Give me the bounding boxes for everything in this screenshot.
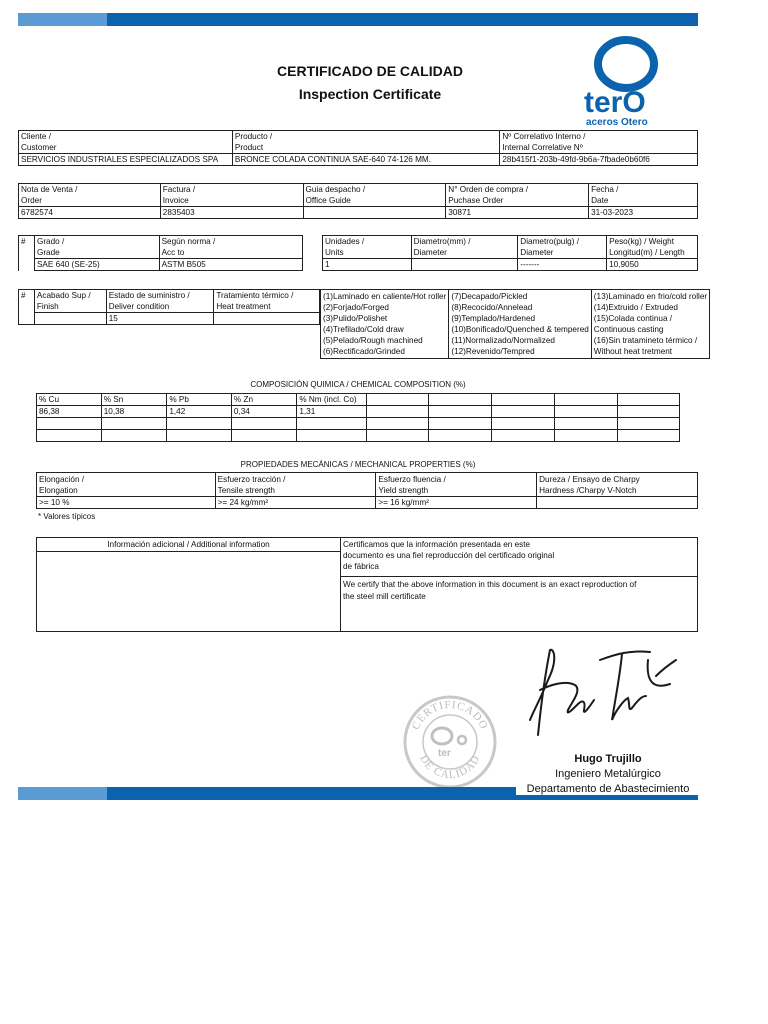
deliver-label: Deliver condition: [108, 302, 170, 311]
chem-header: % Cu: [37, 394, 102, 406]
purchase-order-value: 30871: [446, 207, 589, 219]
chem-empty-cell: [367, 418, 429, 430]
chem-empty-cell: [429, 418, 492, 430]
customer-label: Customer: [21, 143, 57, 152]
order-table: [18, 183, 698, 219]
units-label: Units: [325, 248, 344, 257]
code-item: (1)Laminado en caliente/Hot roller: [323, 292, 447, 301]
elongacion-label: Elongación /: [39, 475, 85, 484]
bottom-bar-light-segment: [18, 787, 107, 800]
code-item: (14)Extruido / Extruded: [593, 303, 678, 312]
chem-value: 0,34: [231, 406, 296, 418]
handwritten-signature: [520, 640, 680, 750]
chem-empty-cell: [37, 430, 102, 442]
code-item: (8)Recocido/Annelead: [451, 303, 533, 312]
code-item: (4)Trefilado/Cold draw: [323, 325, 404, 334]
top-color-bar: [18, 13, 698, 26]
tensile-value: >= 24 kg/mm²: [215, 497, 376, 509]
cert-en-line: the steel mill certificate: [343, 592, 426, 601]
grade-value: SAE 640 (SE-25): [34, 259, 159, 271]
diametro-mm-label: Diametro(mm) /: [413, 237, 471, 246]
chem-empty-cell: [101, 430, 167, 442]
chem-empty-cell: [37, 418, 102, 430]
tensile-label: Tensile strength: [217, 486, 275, 495]
chem-header: % Pb: [167, 394, 232, 406]
date-value: 31-03-2023: [589, 207, 698, 219]
nota-label: Nota de Venta /: [21, 185, 78, 194]
elongation-label: Elongation: [39, 486, 78, 495]
chemical-table: [36, 393, 680, 442]
estado-label: Estado de suministro /: [108, 291, 190, 300]
diameter-value: [411, 259, 518, 271]
additional-info-box: [36, 537, 698, 632]
code-item: Without heat tretment: [593, 347, 673, 356]
elongation-value: >= 10 %: [37, 497, 216, 509]
chem-empty-cell: [617, 418, 679, 430]
document-title: CERTIFICADO DE CALIDAD: [277, 63, 463, 79]
weight-value: 10,9050: [607, 259, 698, 271]
product-value: BRONCE COLADA CONTINUA SAE-640 74-126 MM.: [232, 154, 499, 166]
finish-value: [34, 313, 106, 325]
deliver-value: 15: [106, 313, 214, 325]
correlative-value: 28b415f1-203b-49fd-9b6a-7fbade0b60f6: [500, 154, 698, 166]
invoice-value: 2835403: [160, 207, 303, 219]
code-item: (7)Decapado/Pickled: [451, 292, 528, 301]
stamp-seal-icon: [402, 694, 498, 790]
stamp-bottom-text: DE CALIDAD: [417, 753, 483, 782]
yield-label: Yield strength: [378, 486, 429, 495]
logo-ring-icon: [580, 34, 680, 130]
code-item: (12)Revenido/Tempred: [451, 347, 535, 356]
grade-hash: #: [19, 236, 35, 271]
hardness-label: Hardness /Charpy V-Notch: [539, 486, 637, 495]
chem-value: [367, 406, 429, 418]
acc-to-label: Acc to: [161, 248, 185, 257]
longitud-label: Longitud(m) / Length: [609, 248, 685, 257]
chem-empty-cell: [231, 418, 296, 430]
producto-label: Producto /: [234, 132, 273, 141]
heat-label: Heat treatment: [216, 302, 271, 311]
code-item: (9)Templado/Hardened: [451, 314, 536, 323]
orden-compra-label: N° Orden de compra /: [448, 185, 529, 194]
mechanical-table: [36, 472, 698, 509]
chem-empty-cell: [554, 430, 617, 442]
code-item: (11)Normalizado/Normalized: [451, 336, 555, 345]
document-subtitle: Inspection Certificate: [298, 86, 442, 102]
order-value: 6782574: [19, 207, 161, 219]
chem-header: [554, 394, 617, 406]
yield-value: >= 16 kg/mm²: [376, 497, 537, 509]
finish-table: [18, 289, 320, 325]
chem-header: % Nm (incl. Co): [297, 394, 367, 406]
units-value: 1: [323, 259, 412, 271]
chemical-title: COMPOSICIÓN QUIMICA / CHEMICAL COMPOSITION (%): [250, 380, 466, 389]
fluencia-label: Esfuerzo fluencia /: [378, 475, 446, 484]
finish-label: Finish: [36, 302, 59, 311]
correlative-label: Internal Correlative Nº: [502, 143, 583, 152]
factura-label: Factura /: [162, 185, 196, 194]
cert-es-line: de fábrica: [343, 562, 379, 571]
cert-divider: [341, 576, 697, 577]
chem-empty-cell: [297, 430, 367, 442]
top-bar-light-segment: [18, 13, 107, 26]
certification-en: [343, 579, 695, 603]
chem-header: % Zn: [231, 394, 296, 406]
chem-header: [429, 394, 492, 406]
code-item: (10)Bonificado/Quenched & tempered: [451, 325, 589, 334]
typical-values-note: * Valores típicos: [38, 512, 96, 521]
chem-empty-cell: [101, 418, 167, 430]
units-table: [322, 235, 698, 271]
additional-divider: [340, 538, 341, 631]
unidades-label: Unidades /: [325, 237, 365, 246]
diameter-label: Diameter: [413, 248, 447, 257]
logo-text: terO: [584, 86, 646, 119]
diametro-pulg-label: Diametro(pulg) /: [520, 237, 579, 246]
code-item: (13)Laminado en frio/cold roller: [593, 292, 708, 301]
finish-hash: #: [19, 290, 35, 325]
quality-stamp: [402, 694, 498, 790]
chem-value: 10,38: [101, 406, 167, 418]
chem-empty-cell: [231, 430, 296, 442]
customer-value: SERVICIOS INDUSTRIALES ESPECIALIZADOS SPA: [19, 154, 233, 166]
chem-empty-cell: [429, 430, 492, 442]
chem-empty-cell: [492, 430, 554, 442]
tratamiento-label: Tratamiento térmico /: [216, 291, 294, 300]
additional-info-header: Información adicional / Additional information: [37, 538, 340, 552]
chem-header: % Sn: [101, 394, 167, 406]
chem-empty-cell: [554, 418, 617, 430]
code-item: (6)Rectificado/Grinded: [323, 347, 405, 356]
signature-icon: [520, 640, 680, 750]
diameter-pulg-value: -------: [518, 259, 607, 271]
code-item: (16)Sin tratamineto térmico /: [593, 336, 698, 345]
heat-value: [214, 313, 320, 325]
grade-table: [18, 235, 303, 271]
office-guide-label: Office Guide: [305, 196, 351, 205]
chem-header: [492, 394, 554, 406]
cliente-label: Cliente /: [21, 132, 52, 141]
signer-role: Ingeniero Metalúrgico: [555, 768, 661, 780]
chem-value: [492, 406, 554, 418]
norma-label: Según norma /: [161, 237, 216, 246]
grade-label: Grade: [36, 248, 60, 257]
peso-label: Peso(kg) / Weight: [609, 237, 674, 246]
codes-legend-table: [320, 289, 710, 359]
chem-value: 1,31: [297, 406, 367, 418]
logo-subtext: aceros Otero: [586, 117, 648, 128]
stamp-center-text: ter: [438, 748, 451, 759]
product-label: Product: [234, 143, 264, 152]
purchase-order-label: Puchase Order: [448, 196, 504, 205]
chem-empty-cell: [492, 418, 554, 430]
customer-table: [18, 130, 698, 166]
code-item: Continuous casting: [593, 325, 664, 334]
order-label: Order: [21, 196, 42, 205]
chem-empty-cell: [367, 430, 429, 442]
correlativo-label: Nº Correlativo Interno /: [502, 132, 586, 141]
chem-header: [617, 394, 679, 406]
diameter-pulg-label: Diameter: [520, 248, 554, 257]
hardness-value: [537, 497, 698, 509]
chem-header: [367, 394, 429, 406]
code-item: (2)Forjado/Forged: [323, 303, 389, 312]
mechanical-title: PROPIEDADES MECÁNICAS / MECHANICAL PROPERTIES (%): [240, 460, 476, 469]
chem-empty-cell: [167, 430, 232, 442]
certification-es: [343, 539, 693, 572]
cert-en-line: We certify that the above information in this document is an exact reproduction of: [343, 580, 637, 589]
top-bar-dark-segment: [107, 13, 698, 26]
chem-empty-cell: [617, 430, 679, 442]
office-guide-value: [303, 207, 446, 219]
chem-value: [554, 406, 617, 418]
signer-department: Departamento de Abastecimiento: [516, 783, 700, 795]
code-item: (5)Pelado/Rough machined: [323, 336, 423, 345]
acc-to-value: ASTM B505: [159, 259, 302, 271]
chem-value: 1,42: [167, 406, 232, 418]
grado-label: Grado /: [36, 237, 65, 246]
chem-empty-cell: [297, 418, 367, 430]
acabado-label: Acabado Sup /: [36, 291, 91, 300]
cert-es-line: documento es una fiel reproducción del certificado original: [343, 551, 555, 560]
chem-value: [617, 406, 679, 418]
invoice-label: Invoice: [162, 196, 189, 205]
guia-label: Guia despacho /: [305, 185, 366, 194]
cert-es-line: Certificamos que la información presentada en este: [343, 540, 531, 549]
chem-value: 86,38: [37, 406, 102, 418]
signer-name: Hugo Trujillo: [574, 753, 642, 765]
chem-value: [429, 406, 492, 418]
chem-empty-cell: [167, 418, 232, 430]
traccion-label: Esfuerzo tracción /: [217, 475, 286, 484]
code-item: (3)Pulido/Polishet: [323, 314, 388, 323]
dureza-label: Dureza / Ensayo de Charpy: [539, 475, 640, 484]
date-label: Date: [591, 196, 609, 205]
code-item: (15)Colada continua /: [593, 314, 673, 323]
company-logo: [580, 34, 680, 130]
fecha-label: Fecha /: [591, 185, 619, 194]
stamp-top-text: CERTIFICADO: [409, 698, 491, 732]
